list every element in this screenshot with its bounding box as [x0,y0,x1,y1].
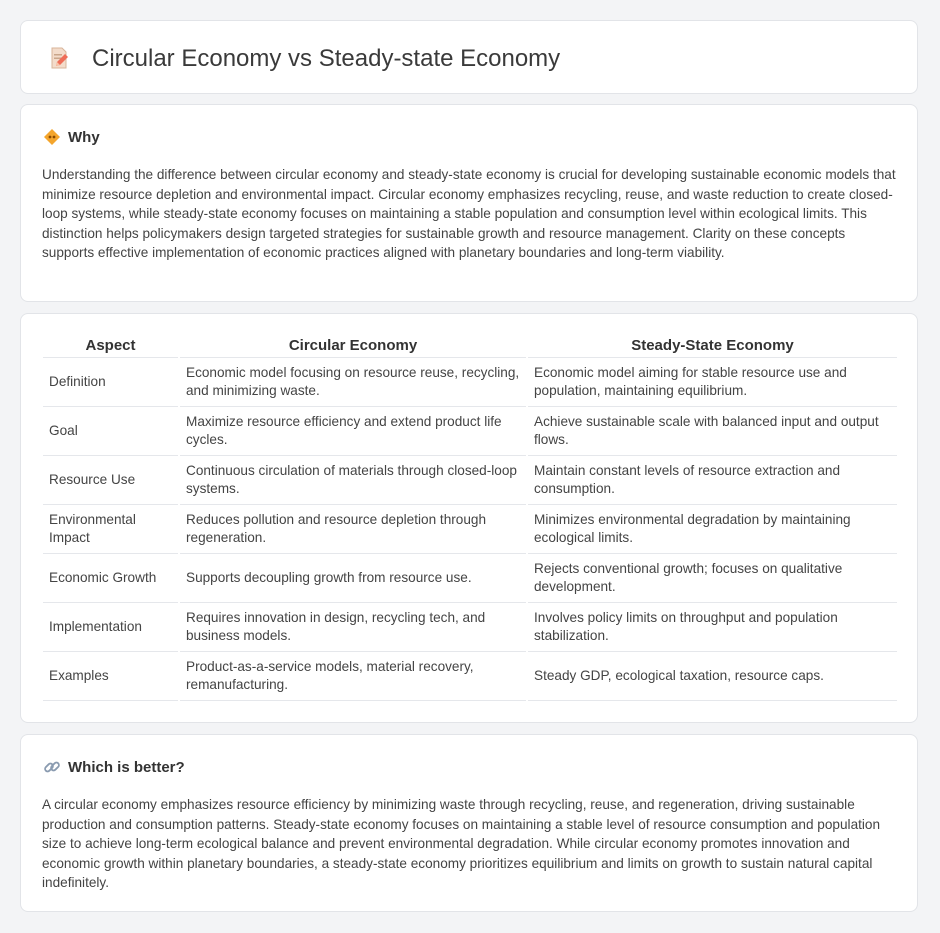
row-aspect: Goal [43,407,178,456]
table-row [43,456,897,505]
row-aspect: Definition [43,358,178,407]
comparison-table-card [20,313,918,723]
why-text: Understanding the difference between circular economy and steady-state economy is crucial for developing sustainable economic models that minimize resource depletion and environmental impact. Circular economy emphasizes recycling, reuse, and waste reduction to create closed-loop systems, while steady-state economy focuses on maintaining a stable population and consumption level within ecological limits. This distinction helps policymakers design targeted strategies for sustainable growth and resource management. Clarity on these concepts supports effective implementation of economic practices aligned with planetary boundaries and long-term viability. [42,167,896,260]
row-circular: Requires innovation in design, recycling tech, and business models. [180,603,526,652]
better-heading-row [43,756,185,778]
row-circular: Economic model focusing on resource reuse, recycling, and minimizing waste. [180,358,526,407]
why-heading-row [43,126,100,148]
table-row [43,603,897,652]
row-steady: Achieve sustainable scale with balanced input and output flows. [528,407,897,456]
better-heading: Which is better? [68,758,185,776]
row-circular: Maximize resource efficiency and extend product life cycles. [180,407,526,456]
row-steady: Minimizes environmental degradation by maintaining ecological limits. [528,505,897,554]
row-aspect: Resource Use [43,456,178,505]
table-row [43,652,897,701]
header-circular-economy: Circular Economy [180,334,526,358]
row-circular: Reduces pollution and resource depletion through regeneration. [180,505,526,554]
why-heading: Why [68,128,100,146]
diamond-icon [43,128,61,146]
title-card [20,20,918,94]
table-row [43,407,897,456]
row-circular: Product-as-a-service models, material recovery, remanufacturing. [180,652,526,701]
header-aspect: Aspect [43,334,178,358]
page-title: Circular Economy vs Steady-state Economy [92,45,561,72]
row-steady: Economic model aiming for stable resource use and population, maintaining equilibrium. [528,358,897,407]
row-circular: Supports decoupling growth from resource use. [180,554,526,603]
better-text: A circular economy emphasizes resource efficiency by minimizing waste through recycling, reuse, and regeneration, driving sustainable production and consumption patterns. Steady-state economy focuses on maintaining a stable level of resource consumption and population size to achieve long-term ecological balance and prevent environmental degradation. While circular economy promotes innovation and economic growth within planetary boundaries, a steady-state economy prioritizes equilibrium and limits on growth to sustain natural capital indefinitely. [42,797,881,890]
row-steady: Involves policy limits on throughput and population stabilization. [528,603,897,652]
which-is-better-section [20,734,918,912]
row-circular: Continuous circulation of materials through closed-loop systems. [180,456,526,505]
table-row [43,554,897,603]
row-aspect: Implementation [43,603,178,652]
table-row [43,358,897,407]
link-icon [43,758,61,776]
row-aspect: Economic Growth [43,554,178,603]
row-aspect: Examples [43,652,178,701]
header-steady-state-economy: Steady-State Economy [528,334,897,358]
row-steady: Maintain constant levels of resource extraction and consumption. [528,456,897,505]
table-header-row [43,334,897,358]
row-aspect: Environmental Impact [43,505,178,554]
document-pencil-icon [47,46,71,70]
row-steady: Rejects conventional growth; focuses on qualitative development. [528,554,897,603]
comparison-table [41,334,899,701]
row-steady: Steady GDP, ecological taxation, resource caps. [528,652,897,701]
why-section [20,104,918,302]
table-row [43,505,897,554]
